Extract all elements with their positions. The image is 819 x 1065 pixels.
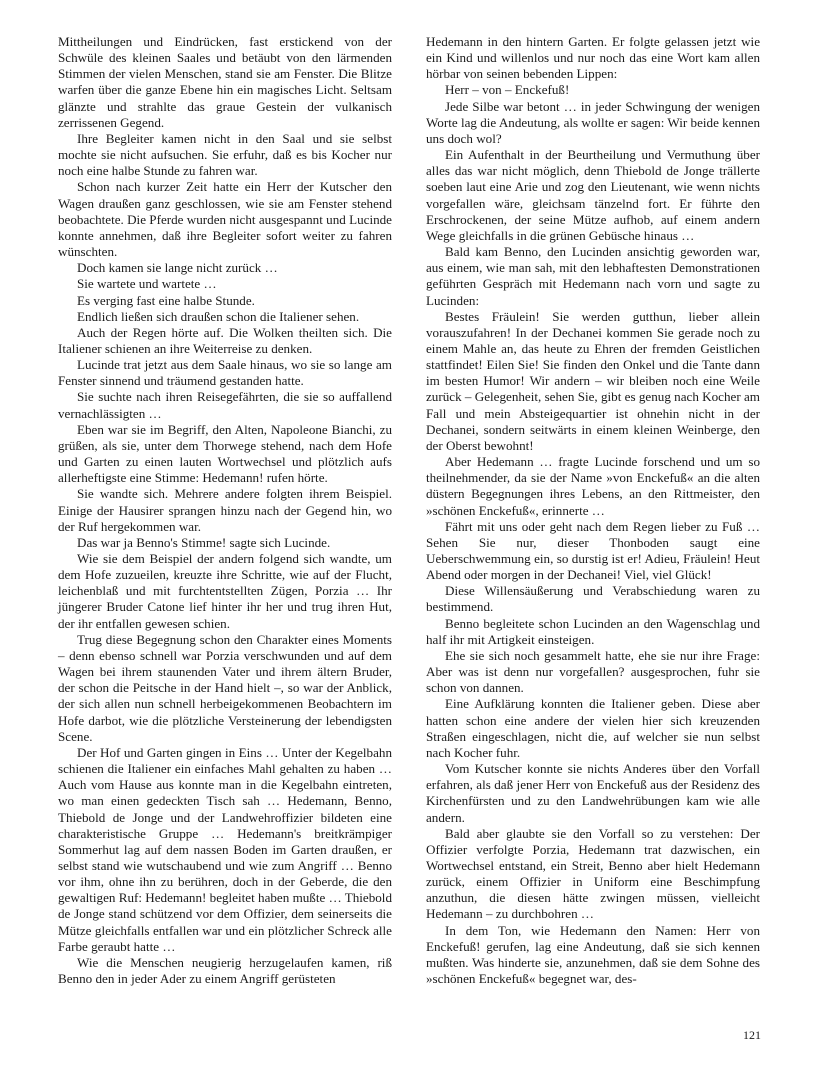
paragraph: Eben war sie im Begriff, den Alten, Napoleone Bianchi, zu grüßen, als sie, unter dem Thorwege stehend, nach dem Hofe und Garten zu einen lauten Wortwechsel und plötzlich aufs allerheftigste eine Stimme: Hedemann! rufen hörte. [58,421,392,486]
paragraph: Fährt mit uns oder geht nach dem Regen lieber zu Fuß … Sehen Sie nur, dieser Thonboden saugt eine Ueberschwemmung ein, so durstig ist er! Adieu, Fräulein! Heut Abend oder morgen in der Dechanei! Viel, viel Glück! [426,518,760,583]
paragraph: Sie wandte sich. Mehrere andere folgten ihrem Beispiel. Einige der Hausirer sprangen hinzu nach der Gegend hin, wo der Ruf hergekommen war. [58,486,392,534]
right-text-column [426,34,760,1019]
paragraph: Benno begleitete schon Lucinden an den Wagenschlag und half ihr mit Artigkeit einsteigen. [426,615,760,647]
paragraph: Sie suchte nach ihren Reisegefährten, die sie so auffallend vernachlässigten … [58,389,392,421]
paragraph: Doch kamen sie lange nicht zurück … [76,260,278,276]
paragraph: Wie sie dem Beispiel der andern folgend sich wandte, um dem Hofe zuzueilen, kreuzte ihre Schritte, wie auf der Flucht, leichenblaß und mit furchtentstellten Zügen, Porzia … Ihr jüngerer Bruder Catone lief hinter ihr her und trug ihren Hut, der ihr entfallen gewesen schien. [58,551,392,631]
paragraph: Lucinde trat jetzt aus dem Saale hinaus, wo sie so lange am Fenster sinnend und träumend gestanden hatte. [58,357,392,389]
paragraph: Ihre Begleiter kamen nicht in den Saal und sie selbst mochte sie nicht aufsuchen. Sie erfuhr, daß es bis Kocher nur noch eine halbe Stunde zu fahren war. [58,130,392,179]
paragraph: Ehe sie sich noch gesammelt hatte, ehe sie nur ihre Frage: Aber was ist denn nur vorgefallen? ausgesprochen, fuhr sie schon von dannen. [426,647,760,696]
page-number: 121 [743,1028,761,1042]
paragraph: Trug diese Begegnung schon den Charakter eines Moments – denn ebenso schnell war Porzia verschwunden und auf dem Wagen bei ihrem staunenden Vater und ihrem ältern Bruder, der schon die Peitsche in der Hand hielt –, so war der Anblick, der sich allen nun schnell herbeigekommenen Beobachtern im Hofe darbot, wie die plötzliche Versteinerung der lebendigsten Scene. [58,631,392,744]
paragraph: Bald kam Benno, den Lucinden ansichtig geworden war, aus einem, wie man sah, mit den lebhaftesten Demonstrationen geführten Gespräch mit Hedemann nach vorn und sagte zu Lucinden: [426,244,760,308]
paragraph: Das war ja Benno's Stimme! sagte sich Lucinde. [76,534,331,550]
paragraph: Sie wartete und wartete … [76,276,217,292]
paragraph: Vom Kutscher konnte sie nichts Anderes über den Vorfall erfahren, als daß jener Herr von Enckefuß aus der Residenz des Kirchenfürsten und zu den Landwehrübungen kam wie alle andern. [426,761,760,825]
paragraph: Auch der Regen hörte auf. Die Wolken theilten sich. Die Italiener schienen an ihre Weiterreise zu denken. [58,324,392,356]
paragraph: Mittheilungen und Eindrücken, fast erstickend von der Schwüle des kleinen Saales und betäubt von den lärmenden Stimmen der vielen Menschen, stand sie am Fenster. Die Blitze warfen über die ganze Ebene hin ein magisches Licht. Seltsam glänzte und strahlte das graue Gestein der vulkanisch zerrissenen Gegend. [58,34,392,130]
page-columns [58,34,761,1019]
paragraph: Schon nach kurzer Zeit hatte ein Herr der Kutscher den Wagen draußen ganz geschlossen, wie sie am Fenster stehend beobachtete. Die Pferde wurden nicht ausgespannt und Lucinde konnte annehmen, daß ihre Begleiter sofort weiter zu fahren wünschten. [58,179,392,260]
paragraph: Jede Silbe war betont … in jeder Schwingung der wenigen Worte lag die Andeutung, als wollte er sagen: Wir beide kennen uns doch wol? [426,98,760,146]
paragraph: In dem Ton, wie Hedemann den Namen: Herr von Enckefuß! gerufen, lag eine Andeutung, daß sie sich kennen mußten. Was hinderte sie, anzunehmen, daß sie dem Sohne des »schönen Enckefuß« begegnet war, des- [426,922,760,987]
paragraph: Eine Aufklärung konnten die Italiener geben. Diese aber hatten schon eine andere der vielen hier sich kreuzenden Straßen eingeschlagen, nicht die, auf welcher sie nun selbst nach Kocher fuhr. [426,696,760,760]
paragraph: Der Hof und Garten gingen in Eins … Unter der Kegelbahn schienen die Italiener ein einfaches Mahl gehalten zu haben … Auch vom Hause aus konnte man in die Kegelbahn eintreten, wo man einen gedeckten Tisch sah … Hedemann, Benno, Thiebold de Jonge und der Landwehroffizier bildeten eine charakteristische Gruppe … Hedemann's breitkrämpiger Sommerhut lag auf dem nassen Boden im Garten draußen, er selbst stand wie wutschaubend und wie zum Angriff … Benno vor ihm, ohne ihn zu berühren, doch in der Geberde, die den gewaltigen Ruf: Hedemann! begleitet haben mußte … Thiebold de Jonge stand schützend vor dem Offizier, dem seinerseits die Mütze gleichfalls entfallen war und ein plötzlicher Schreck alle Farbe geraubt hatte … [58,744,392,954]
paragraph: Bald aber glaubte sie den Vorfall so zu verstehen: Der Offizier verfolgte Porzia, Hedemann trat dazwischen, ein Wortwechsel entstand, ein Streit, Benno aber hielt Hedemann zurück, einem Offizier in Uniform eine Beschimpfung anzuthun, die diesen hätte zwingen müssen, vielleicht Hedemann – zu durchbohren … [426,825,760,922]
paragraph: Ein Aufenthalt in der Beurtheilung und Vermuthung über alles das war nicht möglich, denn Thiebold de Jonge trällerte soeben laut eine Arie und zog den Lieutenant, wie wenn nichts vorgefallen wäre, gleichsam tänzelnd fort. Er führte den Erschrockenen, der seine Mütze aufhob, auf einem andern Wege gleichfalls in die grünen Gebüsche hinaus … [426,147,760,243]
paragraph: Endlich ließen sich draußen schon die Italiener sehen. [76,308,360,324]
paragraph: Herr – von – Enckefuß! [444,82,570,98]
paragraph: Bestes Fräulein! Sie werden gutthun, lieber allein vorauszufahren! In der Dechanei kommen Sie gerade noch zu einem Mahle an, das heute zu Ehren der fremden Geistlichen stattfindet! Eilen Sie! Sie finden den Onkel und die Tante dann im besten Humor! Wir andern – wir bleiben noch eine Weile zurück – Gelegenheit, sehen Sie, gibt es genug nach Kocher am Fall und mein Absteigequartier ist ohnehin nicht in der Dechanei, sondern seitwärts in einem kleinen Weinberge, den der Oberst bewohnt! [426,308,760,453]
paragraph: Diese Willensäußerung und Verabschiedung waren zu bestimmend. [426,583,760,615]
left-text-column [58,34,392,1019]
paragraph: Aber Hedemann … fragte Lucinde forschend und um so theilnehmender, da sie der Name »von Enckefuß« an die alten düstern Begegnungen ihres Lebens, an den Rittmeister, den »schönen Enckefuß«, erinnerte … [426,454,760,518]
paragraph: Wie die Menschen neugierig herzugelaufen kamen, riß Benno den in jeder Ader zu einem Angriff gerüsteten [58,954,392,987]
paragraph: Es verging fast eine halbe Stunde. [76,292,255,308]
paragraph: Hedemann in den hintern Garten. Er folgte gelassen jetzt wie ein Kind und willenlos und nur noch das eine Wort kam allen hörbar von seinen bebenden Lippen: [426,34,760,82]
